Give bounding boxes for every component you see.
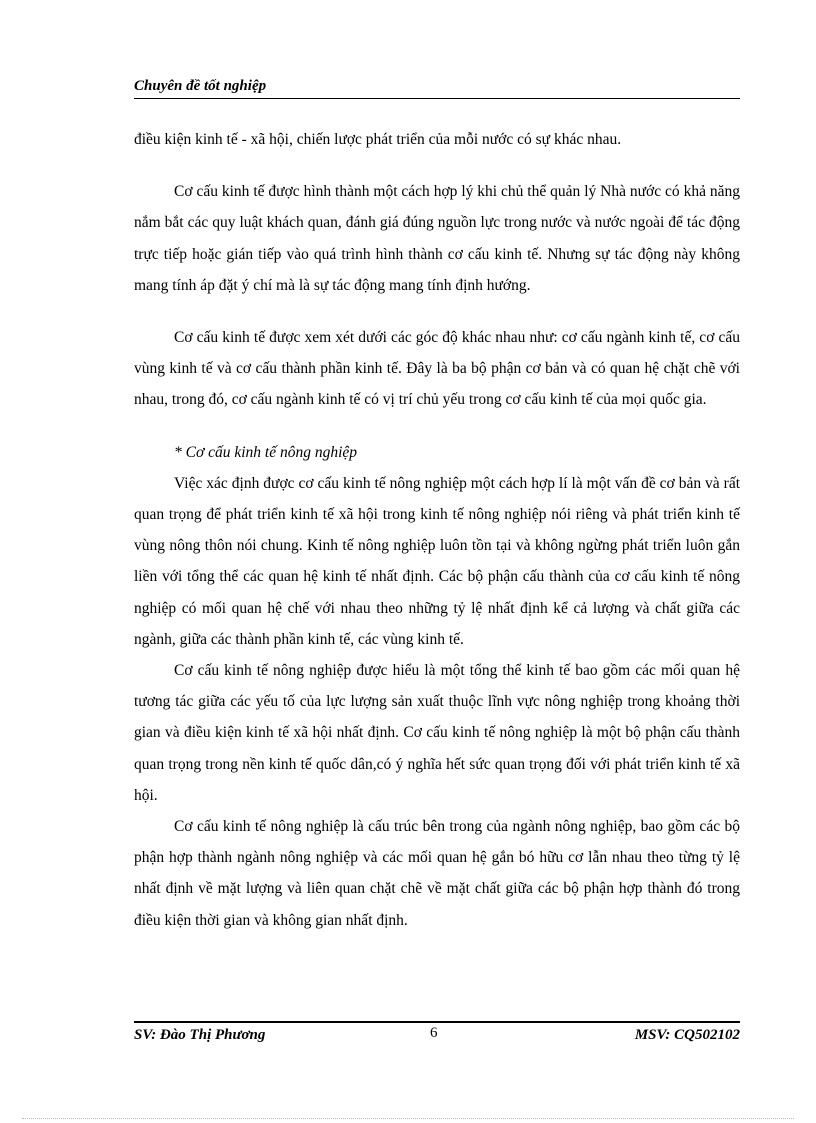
page-footer [134, 1021, 740, 1053]
paragraph-agri-importance: Việc xác định được cơ cấu kinh tế nông nghiệp một cách hợp lí là một vấn đề cơ bản và rất quan trọng để phát triển kinh tế xã hội trong kinh tế nông nghiệp nói riêng và phát triển kinh tế vùng nông thôn nói chung. Kinh tế nông nghiệp luôn tồn tại và không ngừng phát triển luôn gắn liền với tổng thể các quan hệ kinh tế nhất định. Các bộ phận cấu thành của cơ cấu kinh tế nông nghiệp có mối quan hệ chế với nhau theo những tỷ lệ nhất định kể cả lượng và chất giữa các ngành, giữa các thành phần kinh tế, các vùng kinh tế. [134, 474, 740, 648]
page-bottom-edge [22, 1118, 794, 1119]
footer-student-id: MSV: CQ502102 [634, 1027, 740, 1043]
page-header [134, 76, 740, 99]
header-title: Chuyên đề tốt nghiệp [134, 78, 267, 94]
document-body [134, 124, 740, 936]
footer-student-name: SV: Đào Thị Phương [134, 1027, 266, 1043]
paragraph-agri-structure: Cơ cấu kinh tế nông nghiệp là cấu trúc bên trong của ngành nông nghiệp, bao gồm các bộ phận hợp thành ngành nông nghiệp và các mối quan hệ gắn bó hữu cơ lẫn nhau theo từng tỷ lệ nhất định về mặt lượng và liên quan chặt chẽ về mặt chất giữa các bộ phận hợp thành đó trong điều kiện thời gian và không gian nhất định. [134, 818, 740, 929]
paragraph-formation: Cơ cấu kinh tế được hình thành một cách hợp lý khi chủ thể quản lý Nhà nước có khả năng nắm bắt các quy luật khách quan, đánh giá đúng nguồn lực trong nước và nước ngoài để tác động trực tiếp hoặc gián tiếp vào quá trình hình thành cơ cấu kinh tế. Nhưng sự tác động này không mang tính áp đặt ý chí mà là sự tác động mang tính định hướng. [134, 183, 740, 294]
paragraph-agri-definition: Cơ cấu kinh tế nông nghiệp được hiểu là một tổng thể kinh tế bao gồm các mối quan hệ tương tác giữa các yếu tố của lực lượng sản xuất thuộc lĩnh vực nông nghiệp trong khoảng thời gian và điều kiện kinh tế xã hội nhất định. Cơ cấu kinh tế nông nghiệp là một bộ phận cấu thành quan trọng trong nền kinh tế quốc dân,có ý nghĩa hết sức quan trọng đối với phát triển kinh tế xã hội. [134, 662, 740, 804]
paragraph-continuation: điều kiện kinh tế - xã hội, chiến lược phát triển của mỗi nước có sự khác nhau. [134, 131, 622, 148]
page-number: 6 [430, 1025, 438, 1041]
section-subheading: * Cơ cấu kinh tế nông nghiệp [174, 443, 358, 461]
paragraph-perspectives: Cơ cấu kinh tế được xem xét dưới các góc độ khác nhau như: cơ cấu ngành kinh tế, cơ cấu vùng kinh tế và cơ cấu thành phần kinh tế. Đây là ba bộ phận cơ bản và có quan hệ chặt chẽ với nhau, trong đó, cơ cấu ngành kinh tế có vị trí chủ yếu trong cơ cấu kinh tế của mọi quốc gia. [134, 329, 740, 409]
